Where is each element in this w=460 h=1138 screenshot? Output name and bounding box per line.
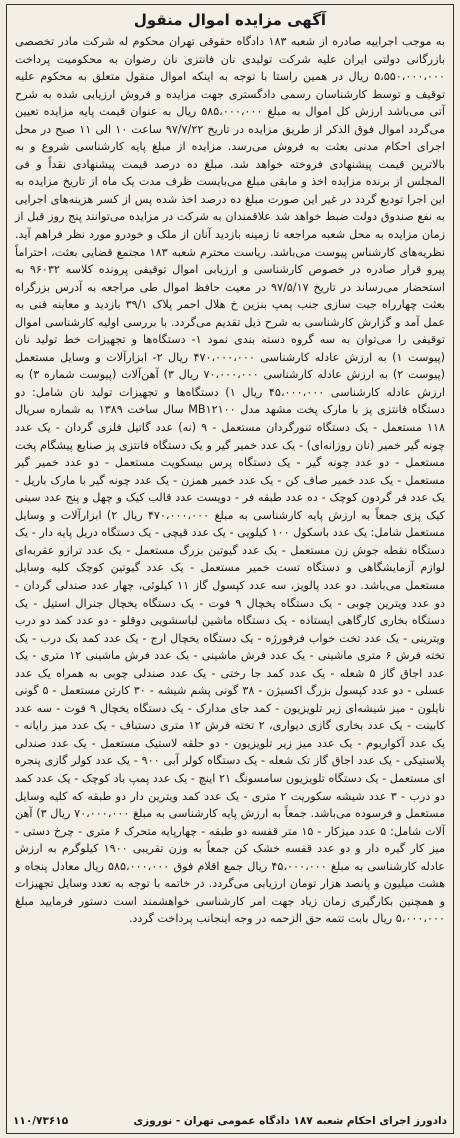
signature-line: دادورز اجرای احکام شعبه ۱۸۷ دادگاه عمومی تهران - نوروزی <box>133 1115 447 1127</box>
notice-body: به موجب اجراییه صادره از شعبه ۱۸۳ دادگاه حقوقی تهران محکوم له شرکت مادر تخصصی بازرگانی دولتی ایران علیه شرکت تولیدی نان فانتزی نان رضوان به محکومیت پرداخت ۵،۵۵۰،۰۰۰،۰۰۰ ریال در همین راستا با توجه به اینکه اموال منقول متعلق به محکوم علیه توقیف و توسط کارشناسان رسمی دادگستری جهت مزایده و فروش ارزیابی شده به شرح آتی می‌باشد ارزش کل اموال به مبلغ ۵۸۵،۰۰۰،۰۰۰ ریال به عنوان قیمت پایه مزایده تعیین می‌گردد اموال فوق الذکر از طریق مزایده در تاریخ ۹۷/۷/۲۲ ساعت ۱۰ الی ۱۱ صبح در محل اجرای احکام مدنی بعثت به فروش می‌رسد. مزایده از مبلغ پایه کارشناسی شروع و به بالاترین قیمت پیشنهادی فروخته خواهد شد. مبلغ ده درصد قیمت پیشنهادی نقداً و فی المجلس از برنده مزایده اخذ و مابقی مبلغ می‌بایست ظرف مدت یک ماه از تاریخ مزایده به این اجرا تودیع گردد در غیر این صورت مبلغ ده درصد اخذ شده پس از کسر هزینه‌های اجرایی به نفع صندوق دولت ضبط خواهد شد علاقمندان به شرکت در مزایده می‌توانند پنج روز قبل از زمان مزایده به محل شعبه مراجعه تا زمینه بازدید آنان از ملک و خودرو مورد نظر فراهم آید. نظریه‌های کارشناس پیوست می‌باشد. ریاست محترم شعبه ۱۸۳ مجتمع قضایی بعثت، احتراماً پیرو قرار صادره در خصوص کارشناسی و ارزیابی اموال توقیفی پرونده کلاسه ۹۶۰۳۲ به استحضار می‌رساند در تاریخ ۹۷/۵/۱۷ در معیت حافظ اموال طی مراجعه به آدرس بزرگراه بعثت چهارراه جیت سازی جنب پمپ بنزین خ هلال احمر پلاک ۳۹/۱ بازدید و معاینه فنی به عمل آمد و گزارش کارشناسی به شرح ذیل تقدیم می‌گردد. با بررسی اولیه کارشناسی اموال توقیفی را می‌توان به سه گروه دسته بندی نمود ۱- دستگاه‌ها و تجهیزات خط تولید نان (پیوست ۱) به ارزش عادله کارشناسی ۴۷۰،۰۰۰،۰۰۰ ریال ۲- ابزارآلات و وسایل مستعمل (پیوست ۲) به ارزش عادله کارشناسی ۷۰،۰۰۰،۰۰۰ ریال ۳) آهن‌آلات (پیوست شماره ۳) به ارزش عادله کارشناسی ۴۵،۰۰۰،۰۰۰ ریال ۱) دستگاه‌ها و تجهیزات تولید نان شامل: دو دستگاه فانتزی پز با مارک پخت مشهد مدل MB۱۲۱۰۰ سال ساخت ۱۳۸۹ به شماره سریال ۱۱۸ مستعمل - یک دستگاه تنورگردان مستعمل - ۹ (نه) عدد گاتیل فلزی گردان - یک عدد چونه گیر خمیر (نان روزانه‌ای) - یک عدد خمیر گیر و یک دستگاه فانتزی پز صنایع پیشگام پخت مستعمل - دو عدد چونه گیر - یک دستگاه پرس بیسکویت مستعمل - دو عدد خمیر گیر مستعمل - یک عدد خمیر صاف کن - یک عدد خمیر همزن - یک عدد چونه گیر با مارک باریل - یک عدد فر گردون کوچک - ده عدد طبقه فر - دویست عدد قالب کیک و چهل و پنج عدد سینی کیک پزی جمعاً به ارزش پایه کارشناسی به مبلغ ۴۷۰،۰۰۰،۰۰۰ ریال ۲) ابزارآلات و وسایل مستعمل شامل: یک عدد باسکول ۱۰۰ کیلویی - یک عدد قیچی - یک دستگاه دریل پایه دار - یک دستگاه نقطه جوش زن مستعمل - یک عدد گیوتین بزرگ مستعمل - یک عدد ترازو عقربه‌ای لوازم آزمایشگاهی و دستگاه تست خمیر مستعمل - یک عدد گیوتین کوچک کلیه وسایل مستعمل می‌باشد. دو عدد پالویز، سه عدد کپسول گاز ۱۱ کیلوئی، چهار عدد صندلی گردان - دو عدد ویترین چوبی - یک دستگاه یخچال ۹ فوت - یک دستگاه یخچال جنرال استیل - یک دستگاه بخاری کارگاهی ایستاده - یک دستگاه ماشین لباسشویی دوقلو - دو عدد کمد دو درب ویترینی - یک عدد تخت خواب فرفورژه - یک دستگاه یخچال ارج - یک عدد کمد یک درب - یک تخته فرش ۶ متری ماشینی - یک عدد فرش ماشینی - یک عدد فرش ماشینی ۱۲ متری - یک عدد اجاق گاز ۵ شعله - یک عدد کمد جا رختی - یک عدد صندلی چوبی به همراه یک عدد عسلی - دو عدد کپسول بزرگ اکسیژن - ۳۸ گونی پشم شیشه - ۳۰ کارتن مستعمل - ۵ گونی نایلون - میز شیشه‌ای زیر تلویزیون - کمد جای مدارک - یک دستگاه یخچال ۹ فوت - سه عدد کابینت - یک عدد بخاری گازی دیواری، ۲ تخته فرش ۱۲ متری دستباف - یک عدد میز رایانه - یک عدد آکواریوم - یک عدد میز زیر تلویزیون - دو حلقه لاستیک مستعمل - یک عدد صندلی پلاستیکی - یک عدد اجاق گاز تک شعله - یک دستگاه کولر آبی ۹۰۰ - یک عدد کولر گازی پنجره ای مستعمل - یک دستگاه تلویزیون سامسونگ ۲۱ اینچ - یک عدد پمپ باد کوچک - یک عدد کمد دو درب - ۳ عدد شیشه سکوریت ۲ متری - یک عدد کمد ویترین دار دو طبقه که کلیه وسایل مستعمل و فرسوده می‌باشد. جمعاً به ارزش پایه کارشناسی به مبلغ ۷۰،۰۰۰،۰۰۰ ریال ۳) آهن آلات شامل: ۵ عدد میزکار - ۱۵ متر قفسه دو طبقه - چهارپایه متحرک ۶ متری - چرخ دستی - میز کار گیره دار و دو عدد قفسه خشک کن جمعاً به وزن تقریبی ۱۹۰۰ کیلوگرم به ارزش عادله کارشناسی به مبلغ ۴۵،۰۰۰،۰۰۰ ریال جمع اقلام فوق ۵۸۵،۰۰۰،۰۰۰ ریال معادل پنجاه و هشت میلیون و پانصد هزار تومان ارزیابی می‌گردد. در خاتمه با توجه به تعدد وسایل تجهیزات و همچنین بکارگیری زمان زیاد جهت امر کارشناسی خواهشمند است دستور فرمایید مبلغ ۵،۰۰۰،۰۰۰ ریال بابت تتمه حق الزحمه در وجه اینجانب پرداخت گردد. <box>15 35 446 926</box>
auction-notice <box>6 4 454 1134</box>
notice-footer <box>13 1115 447 1127</box>
notice-title: آگهی مزایده اموال منقول <box>133 11 327 29</box>
reference-number: ۱۱۰/۷۳۶۱۵ <box>13 1115 69 1127</box>
